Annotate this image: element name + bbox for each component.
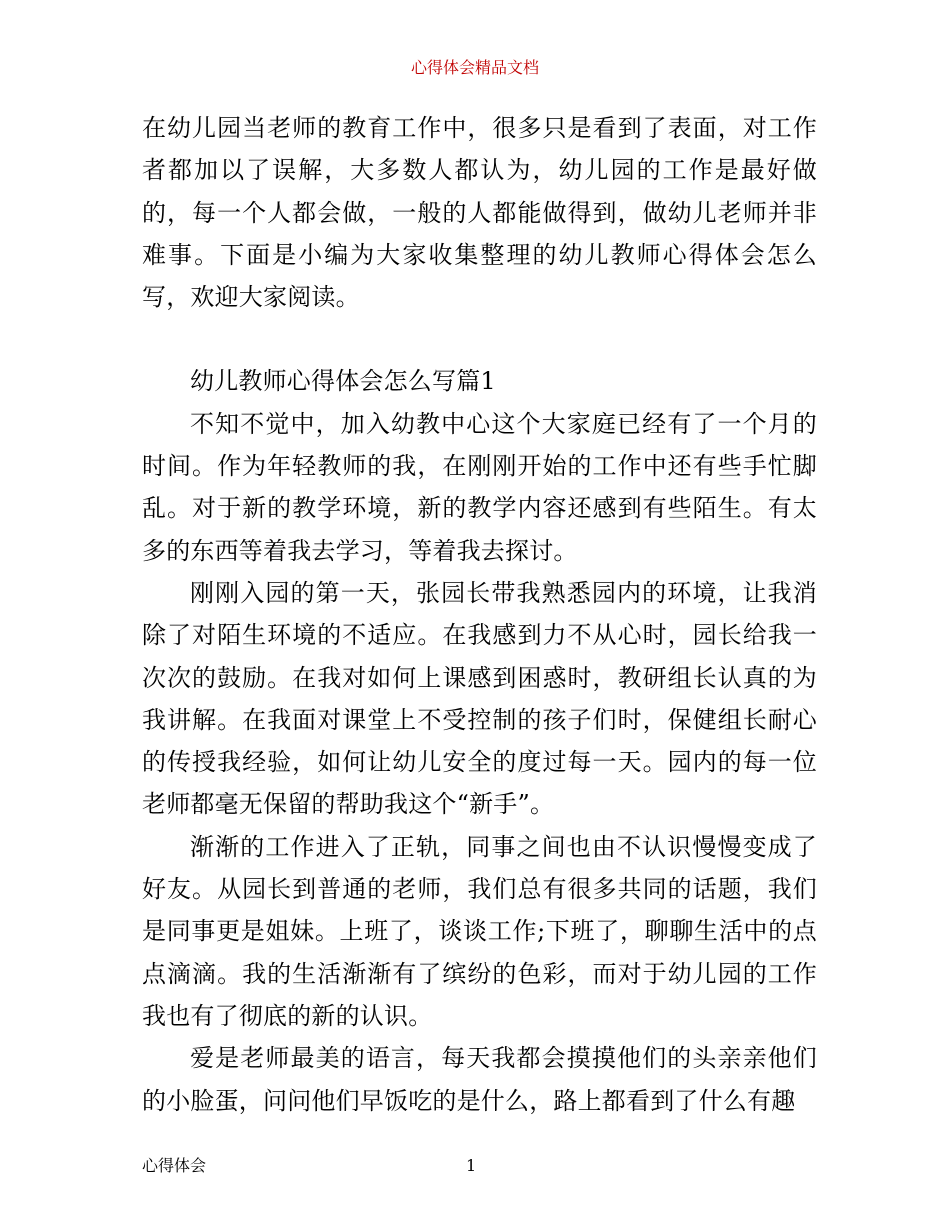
body-paragraph-2: 刚刚入园的第一天，张园长带我熟悉园内的环境，让我消除了对陌生环境的不适应。在我感到力不从心时，园长给我一次次的鼓励。在我对如何上课感到困惑时，教研组长认真的为我讲解。在我面对课堂上不受控制的孩子们时，保健组长耐心的传授我经验，如何让幼儿安全的度过每一天。园内的每一位老师都毫无保留的帮助我这个“新手”。 <box>142 578 817 819</box>
section-title: 幼儿教师心得体会怎么写篇1 <box>190 367 496 396</box>
document-body <box>142 107 817 1122</box>
body-paragraph-4: 爱是老师最美的语言，每天我都会摸摸他们的头亲亲他们的小脸蛋，问问他们早饭吃的是什么，路上都看到了什么有趣 <box>142 1044 817 1115</box>
page-number: 1 <box>466 1156 477 1175</box>
document-header-title: 心得体会精品文档 <box>410 58 539 77</box>
paragraph-spacer <box>142 318 817 360</box>
body-paragraph-1: 不知不觉中，加入幼教中心这个大家庭已经有了一个月的时间。作为年轻教师的我，在刚刚开始的工作中还有些手忙脚乱。对于新的教学环境，新的教学内容还感到有些陌生。有太多的东西等着我去学习，等着我去探讨。 <box>142 409 817 565</box>
footer-label: 心得体会 <box>142 1156 207 1175</box>
intro-paragraph: 在幼儿园当老师的教育工作中，很多只是看到了表面，对工作者都加以了误解，大多数人都认为，幼儿园的工作是最好做的，每一个人都会做，一般的人都能做得到，做幼儿老师并非难事。下面是小编为大家收集整理的幼儿教师心得体会怎么写，欢迎大家阅读。 <box>142 114 817 312</box>
body-paragraph-3: 渐渐的工作进入了正轨，同事之间也由不认识慢慢变成了好友。从园长到普通的老师，我们总有很多共同的话题，我们是同事更是姐妹。上班了，谈谈工作;下班了，聊聊生活中的点点滴滴。我的生活渐渐有了缤纷的色彩，而对于幼儿园的工作我也有了彻底的新的认识。 <box>142 832 817 1030</box>
